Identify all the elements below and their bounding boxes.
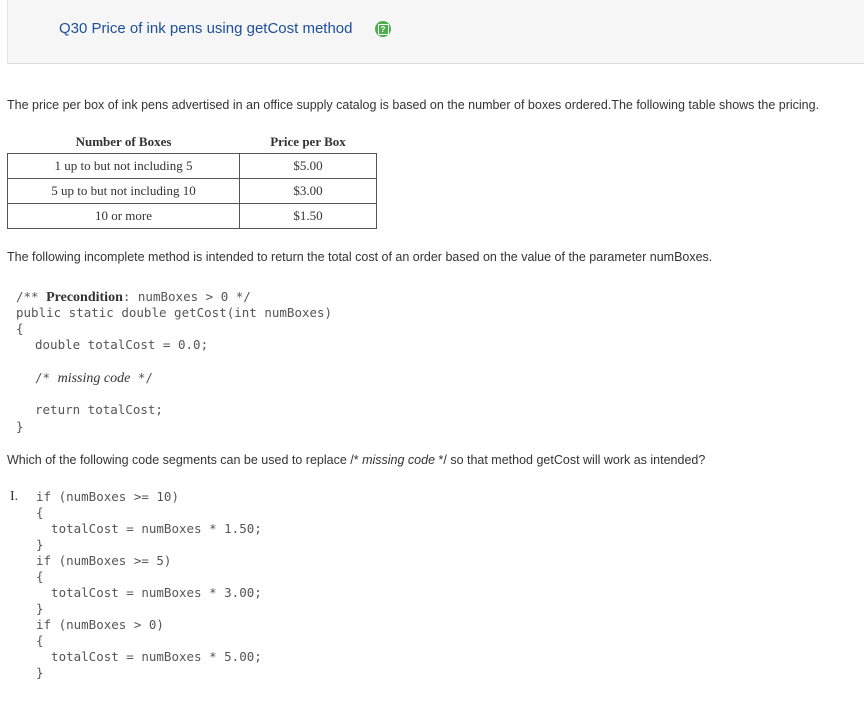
option-one-line: totalCost = numBoxes * 5.00; — [36, 649, 262, 664]
table-cell-boxes: 5 up to but not including 10 — [8, 179, 240, 204]
help-icon[interactable] — [375, 21, 391, 37]
precondition-text: : numBoxes > 0 */ — [122, 289, 251, 304]
missing-code-comment — [35, 370, 153, 387]
option-one-line: { — [36, 569, 44, 584]
table-row — [8, 179, 377, 204]
missing-comment-close: */ — [130, 370, 153, 385]
table-row — [8, 154, 377, 179]
option-one-line: totalCost = numBoxes * 3.00; — [36, 585, 262, 600]
table-cell-price: $3.00 — [240, 179, 377, 204]
option-one-line: { — [36, 505, 44, 520]
intro-text: The price per box of ink pens advertised in an office supply catalog is based on the number of boxes ordered.The following table shows the pricing. — [7, 98, 820, 112]
method-signature: public static double getCost(int numBoxes) — [16, 305, 333, 320]
missing-comment-open: /* — [35, 370, 58, 385]
question-text-after: */ so that method getCost will work as intended? — [435, 453, 706, 467]
option-one-line: } — [36, 537, 44, 552]
option-one-label: I. — [10, 489, 19, 504]
option-one-line: } — [36, 601, 44, 616]
option-one-line: { — [36, 633, 44, 648]
table-header-boxes: Number of Boxes — [75, 134, 172, 149]
method-close-brace: } — [16, 419, 24, 434]
table-cell-boxes: 1 up to but not including 5 — [8, 154, 240, 179]
precondition-label: Precondition — [46, 290, 123, 305]
method-intro: The following incomplete method is intended to return the total cost of an order based on the value of the parameter numBoxes. — [7, 250, 713, 264]
table-row — [8, 204, 377, 229]
table-cell-price: $1.50 — [240, 204, 377, 229]
total-cost-declaration: double totalCost = 0.0; — [35, 337, 209, 352]
table-header-price: Price per Box — [270, 134, 346, 149]
option-one-line: } — [36, 665, 44, 680]
question-title[interactable]: Q30 Price of ink pens using getCost method — [59, 20, 353, 37]
question-text-before: Which of the following code segments can be used to replace /* — [7, 453, 363, 467]
pricing-table — [7, 131, 377, 229]
method-open-brace: { — [16, 321, 24, 336]
table-cell-boxes: 10 or more — [8, 204, 240, 229]
option-one-line: if (numBoxes >= 5) — [36, 553, 172, 568]
option-one-line: totalCost = numBoxes * 1.50; — [36, 521, 262, 536]
question-header — [7, 0, 864, 64]
option-one-line: if (numBoxes >= 10) — [36, 489, 179, 504]
table-cell-price: $5.00 — [240, 154, 377, 179]
question-text — [7, 453, 705, 467]
question-text-italic: missing code — [362, 453, 436, 467]
doc-comment-open: /** — [16, 289, 47, 304]
method-code-block — [16, 289, 251, 306]
missing-code-text: missing code — [57, 371, 131, 386]
option-one-line: if (numBoxes > 0) — [36, 617, 164, 632]
help-icon-glyph: ? — [378, 24, 389, 35]
return-statement: return totalCost; — [35, 402, 163, 417]
